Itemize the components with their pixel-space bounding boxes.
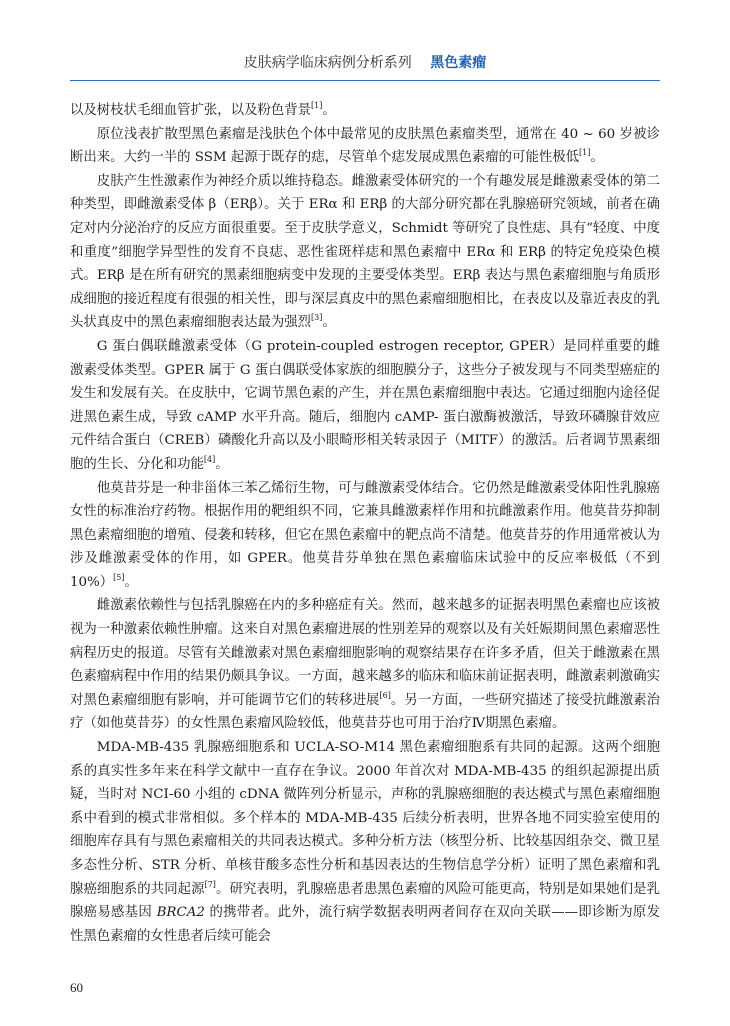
gene-name: BRCA2	[156, 905, 205, 921]
paragraph: 以及树枝状毛细血管扩张，以及粉色背景[1]。	[70, 101, 336, 118]
reference-mark: [1]	[579, 148, 591, 158]
reference-mark: [6]	[379, 690, 391, 700]
body-text	[70, 99, 660, 948]
series-title: 皮肤病学临床病例分析系列	[243, 55, 412, 71]
chapter-topic: 黑色素瘤	[430, 55, 487, 71]
paragraph: 皮肤产生性激素作为神经介质以维持稳态。雌激素受体研究的一个有趣发展是雌激素受体的第二种类型，即雌激素受体 β（ERβ）。关于 ERα 和 ERβ 的大部分研究都在乳腺癌研究领域，前者在确定对内分泌治疗的反应方面很重要。至于皮肤学意义，Schmidt 等研究了良性痣、具有“轻度、中度和重度”细胞学异型性的发育不良痣、恶性雀斑样痣和黑色素瘤中 ERα 和 ERβ 的特定免疫染色模式。ERβ 是在所有研究的黑素细胞病变中发现的主要受体类型。ERβ 表达与黑色素瘤细胞与角质形成细胞的接近程度有很强的相关性，即与深层真皮中的黑色素瘤细胞相比，在表皮以及靠近表皮的乳头状真皮中的黑色素瘤细胞表达最为强烈[3]。	[70, 173, 660, 331]
reference-mark: [1]	[311, 101, 323, 110]
page-number: 60	[70, 980, 83, 995]
reference-mark: [3]	[311, 313, 323, 323]
reference-mark: [4]	[203, 454, 216, 464]
paragraph: MDA-MB-435 乳腺癌细胞系和 UCLA-SO-M14 黑色素瘤细胞系有共同的起源。这两个细胞系的真实性多年来在科学文献中一直存在争议。2000 年首次对 MDA-MB-435 的组织起源提出质疑，当时对 NCI-60 小组的 cDNA 微阵列分析显示，声称的乳腺癌细胞的表达模式与黑色素瘤细胞系中看到的模式非常相似。多个样本的 MDA-MB-435 后续分析表明，世界各地不同实验室使用的细胞库存具有与黑色素瘤相关的共同表达模式。多种分析方法（核型分析、比较基因组杂交、微卫星多态性分析、STR 分析、单核苷酸多态性分析和基因表达的生物信息学分析）证明了黑色素瘤和乳腺癌细胞系的共同起源[7]。研究表明，乳腺癌患者患黑色素瘤的风险可能更高，特别是如果她们是乳腺癌易感基因 BRCA2 的携带者。此外，流行病学数据表明两者间存在双向关联——即诊断为原发性黑色素瘤的女性患者后续可能会	[70, 740, 661, 944]
paragraph: 雌激素依赖性与包括乳腺癌在内的多种癌症有关。然而，越来越多的证据表明黑色素瘤也应该被视为一种激素依赖性肿瘤。这来自对黑色素瘤进展的性别差异的观察以及有关妊娠期间黑色素瘤恶性病程历史的报道。尽管有关雌激素对黑色素瘤细胞影响的观察结果存在许多矛盾，但关于雌激素在黑色素瘤病程中作用的结果仍颇具争议。一方面，越来越多的临床和临床前证据表明，雌激素刺激确实对黑色素瘤细胞有影响，并可能调节它们的转移进展[6]。另一方面，一些研究描述了接受抗雌激素治疗（如他莫昔芬）的女性黑色素瘤风险较低，他莫昔芬也可用于治疗Ⅳ期黑色素瘤。	[70, 598, 661, 732]
paragraph: G 蛋白偶联雌激素受体（G protein-coupled estrogen receptor, GPER）是同样重要的雌激素受体类型。GPER 属于 G 蛋白偶联受体家族的细胞膜分子，这些分子被发现与不同类型癌症的发生和发展有关。在皮肤中，它调节黑色素的产生，并在黑色素瘤细胞中表达。它通过细胞内途径促进黑色素生成，导致 cAMP 水平升高。随后，细胞内 cAMP- 蛋白激酶被激活，导致环磷腺苷效应元件结合蛋白（CREB）磷酸化升高以及小眼畸形相关转录因子（MITF）的激活。后者调节黑素细胞的生长、分化和功能[4]。	[70, 338, 660, 472]
paragraph: 他莫昔芬是一种非甾体三苯乙烯衍生物，可与雌激素受体结合。它仍然是雌激素受体阳性乳腺癌女性的标准治疗药物。根据作用的靶组织不同，它兼具雌激素样作用和抗雌激素作用。他莫昔芬抑制黑色素瘤细胞的增殖、侵袭和转移，但它在黑色素瘤中的靶点尚不清楚。他莫昔芬的作用通常被认为涉及雌激素受体的作用，如 GPER。他莫昔芬单独在黑色素瘤临床试验中的反应率极低（不到 10%）[5]。	[70, 480, 660, 590]
reference-mark: [5]	[113, 572, 125, 582]
reference-mark: [7]	[204, 879, 216, 889]
paragraph: 原位浅表扩散型黑色素瘤是浅肤色个体中最常见的皮肤黑色素瘤类型，通常在 40 ~ 60 岁被诊断出来。大约一半的 SSM 起源于既存的痣，尽管单个痣发展成黑色素瘤的可能性极低[1]。	[70, 126, 660, 166]
running-header	[70, 52, 660, 81]
